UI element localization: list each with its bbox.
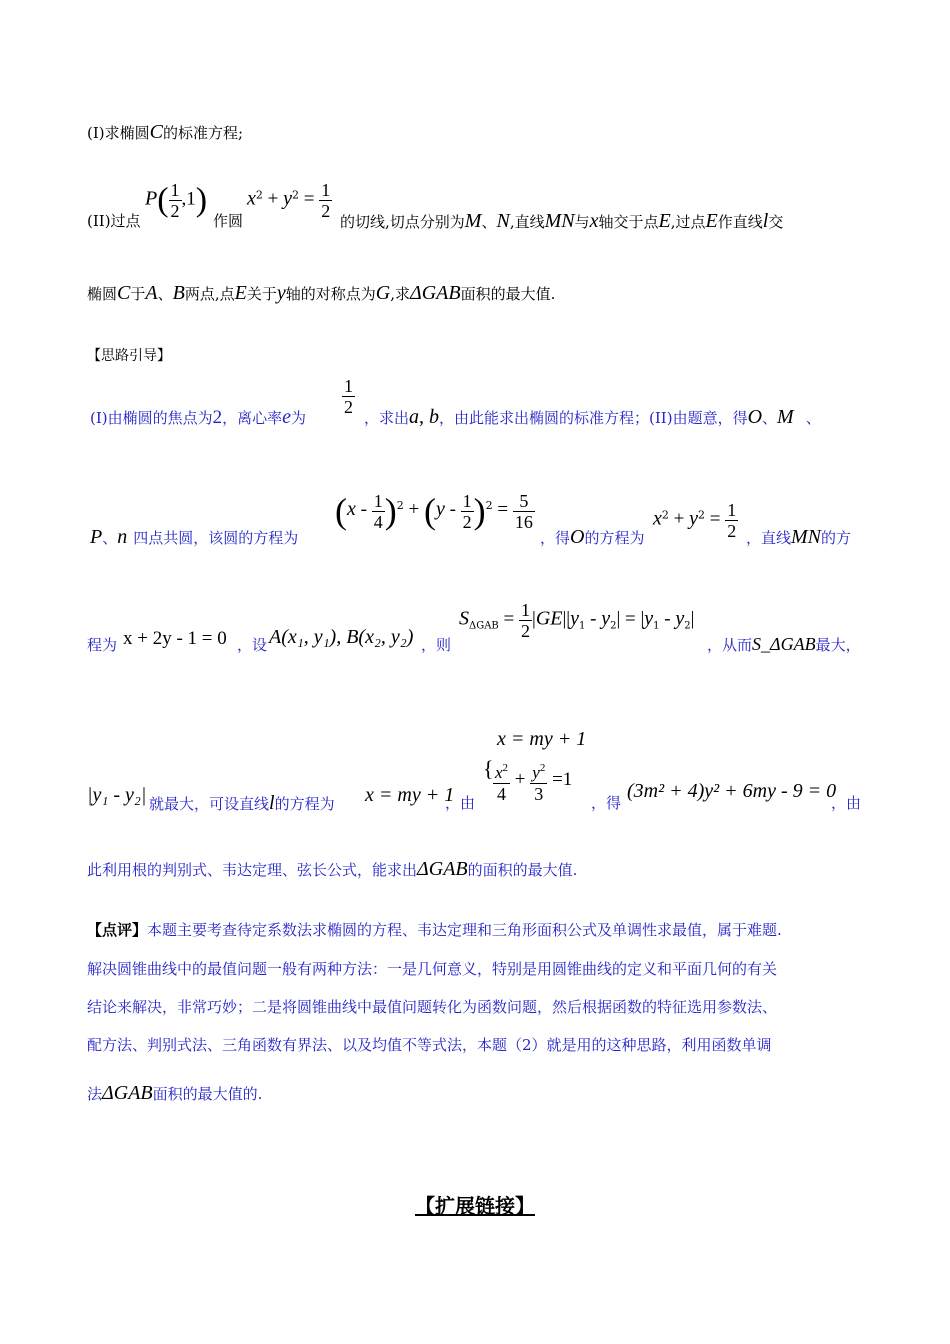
points-AB: A(x₁, y₁), B(x₂, y₂) bbox=[269, 626, 414, 648]
var-M: M bbox=[777, 406, 794, 428]
var-C: C bbox=[117, 282, 131, 304]
var-O: O bbox=[570, 526, 585, 548]
guide-heading: 【思路引导】 bbox=[87, 348, 171, 364]
part2-label: (II)过点 bbox=[87, 212, 141, 230]
quadratic-equation: (3m² + 4)y² + 6my - 9 = 0 bbox=[627, 780, 837, 802]
part1-pre: (I)求椭圆 bbox=[87, 124, 150, 142]
S-GAB: S_ΔGAB bbox=[752, 634, 816, 654]
var-G: G bbox=[375, 282, 391, 304]
var-l: l bbox=[269, 792, 275, 814]
vars-ab: a, b bbox=[409, 406, 440, 428]
var-N: N bbox=[496, 210, 510, 232]
part1-line bbox=[87, 121, 243, 144]
comment-line1: 【点评】本题主要考查待定系数法求椭圆的方程、韦达定理和三角形面积公式及单调性求最值，属于难题. bbox=[87, 921, 782, 939]
circle-four-points: (x - $\frac{1}{4}$ )$^2$ + (y - $\frac{1}{2}$ )$^2$ = $\frac{5}{16}$ bbox=[335, 490, 533, 532]
var-E: E bbox=[705, 210, 718, 232]
comment-line5: 法ΔGAB面积的最大值的. bbox=[87, 1082, 263, 1104]
triangle-GAB: ΔGAB bbox=[417, 858, 468, 880]
var-C: C bbox=[149, 121, 163, 143]
var-y: y bbox=[276, 282, 286, 304]
line-MN-equation: x + 2y - 1 = 0 bbox=[123, 628, 227, 649]
part2-mid2: 的切线,切点分别为 bbox=[340, 213, 465, 231]
part2-mid1: 作圆 bbox=[213, 212, 244, 230]
part2-line2: 椭圆C于A、B两点,点E关于y轴的对称点为G,求ΔGAB面积的最大值. bbox=[87, 282, 556, 304]
triangle-GAB: ΔGAB bbox=[102, 1082, 153, 1104]
var-O: O bbox=[747, 406, 763, 428]
part1-post: 的标准方程; bbox=[162, 124, 244, 142]
var-x: x bbox=[589, 210, 599, 232]
extension-link-title: 【扩展链接】 bbox=[415, 1194, 535, 1218]
var-P: P bbox=[90, 526, 103, 548]
triangle-GAB: ΔGAB bbox=[409, 282, 461, 304]
var-B: B bbox=[172, 282, 185, 304]
var-l: l bbox=[762, 210, 769, 232]
var-n: n bbox=[117, 526, 128, 548]
point-P: P( $\frac{1}{2}$ ,1) bbox=[145, 180, 208, 221]
var-e: e bbox=[282, 406, 292, 428]
var-MN: MN bbox=[544, 210, 575, 232]
line-l-equation: x = my + 1 bbox=[365, 784, 455, 806]
var-MN: MN bbox=[791, 526, 822, 548]
circle-O-equation: $x^2 + y^2$ = $\frac{1}{2}$ bbox=[653, 500, 737, 541]
var-M: M bbox=[464, 210, 482, 232]
comment-line4: 配方法、判别式法、三角函数有界法、以及均值不等式法，本题（2）就是用的这种思路，利用函数单调 bbox=[87, 1036, 772, 1054]
abs-y1-y2: |y₁ - y₂| bbox=[87, 784, 147, 806]
area-formula: $S_{\Delta GAB}$ = $\frac{1}{2}$ $|GE||y_1 - y_2| = |y_1 - y_2|$ bbox=[459, 600, 695, 641]
var-A: A bbox=[145, 282, 158, 304]
fraction-half: $\frac{1}{2}$ bbox=[344, 376, 353, 417]
comment-line3: 结论来解决，非常巧妙；二是将圆锥曲线中最值问题转化为函数问题，然后根据函数的特征选用参数法、 bbox=[87, 998, 778, 1016]
comment-line2: 解决圆锥曲线中的最值问题一般有两种方法：一是几何意义，特别是用圆锥曲线的定义和平面几何的有关 bbox=[87, 960, 778, 978]
var-E: E bbox=[234, 282, 247, 304]
circle-equation: $x^2 + y^2$ = $\frac{1}{2}$ bbox=[247, 180, 331, 221]
comment-heading: 【点评】 bbox=[87, 921, 148, 939]
guide-line5: 此利用根的判别式、韦达定理、弦长公式，能求出ΔGAB的面积的最大值. bbox=[87, 858, 578, 880]
document-page: (I)求椭圆C的标准方程; (II)过点 P( $\frac{1}{2}$ ,1) 作圆 $x^2 + y^2$ = $\frac{1}{2}$ 的切线,切点分别为M、N,直线MN与x轴交于点E,过点E作直线l交 椭圆C于A、B两点,点E关于y轴的对称点为G,求ΔGAB面积的最大值. 【思路引导】 (I)由椭圆的焦点为2，离心率e为 $\frac{1}{2}$ ，求出a, b，由此能求出椭圆的标准方程；(II)由题意，得O、M 、 P、n 四点共圆，该圆的方程为 (x - $\frac{1}{4}$ )$^2$ + (y - $\frac{1}{2}$ )$^2$ = $\frac{5}{16}$ ，得O的方程为 $x^2 + y^2$ = $\frac{1}{2}$ ，直线MN的方 程为 x + 2y - 1 = 0 ，设 A(x₁, y₁), B(x₂, y₂) ，则 $S_{\Delta GAB}$ = $\frac{1}{2}$ $|GE||y_1 - y_2| = |y_1 - y_2|$ ，从而S_ΔGAB最大， |y₁ - y₂| 就最大，可设直线l的方程为 x = my + 1 ，由 x = my + 1 { $\frac{x^2}{4}$ + $\frac{y^2}{3}$ =1 ，得 (3m² + 4)y² + 6my - 9 = 0 ，由 此利用根的判别式、韦达定理、弦长公式，能求出ΔGAB的面积的最大值. 【点评】本题主要考查待定系数法求椭圆的方程、韦达定理和三角形面积公式及单调性求最值，属于难题. 解决圆锥曲线中的最值问题一般有两种方法：一是几何意义，特别是用圆锥曲线的定义和平面几何的有关 结论来解决，非常巧妙；二是将圆锥曲线中最值问题转化为函数问题，然后根据函数的特征选用参数法、 配方法、判别式法、三角函数有界法、以及均值不等式法，本题（2）就是用的这种思路，利用函数单调 法ΔGAB面积的最大值的. 【扩展链接】 bbox=[0, 0, 950, 1344]
var-E: E bbox=[658, 210, 671, 232]
